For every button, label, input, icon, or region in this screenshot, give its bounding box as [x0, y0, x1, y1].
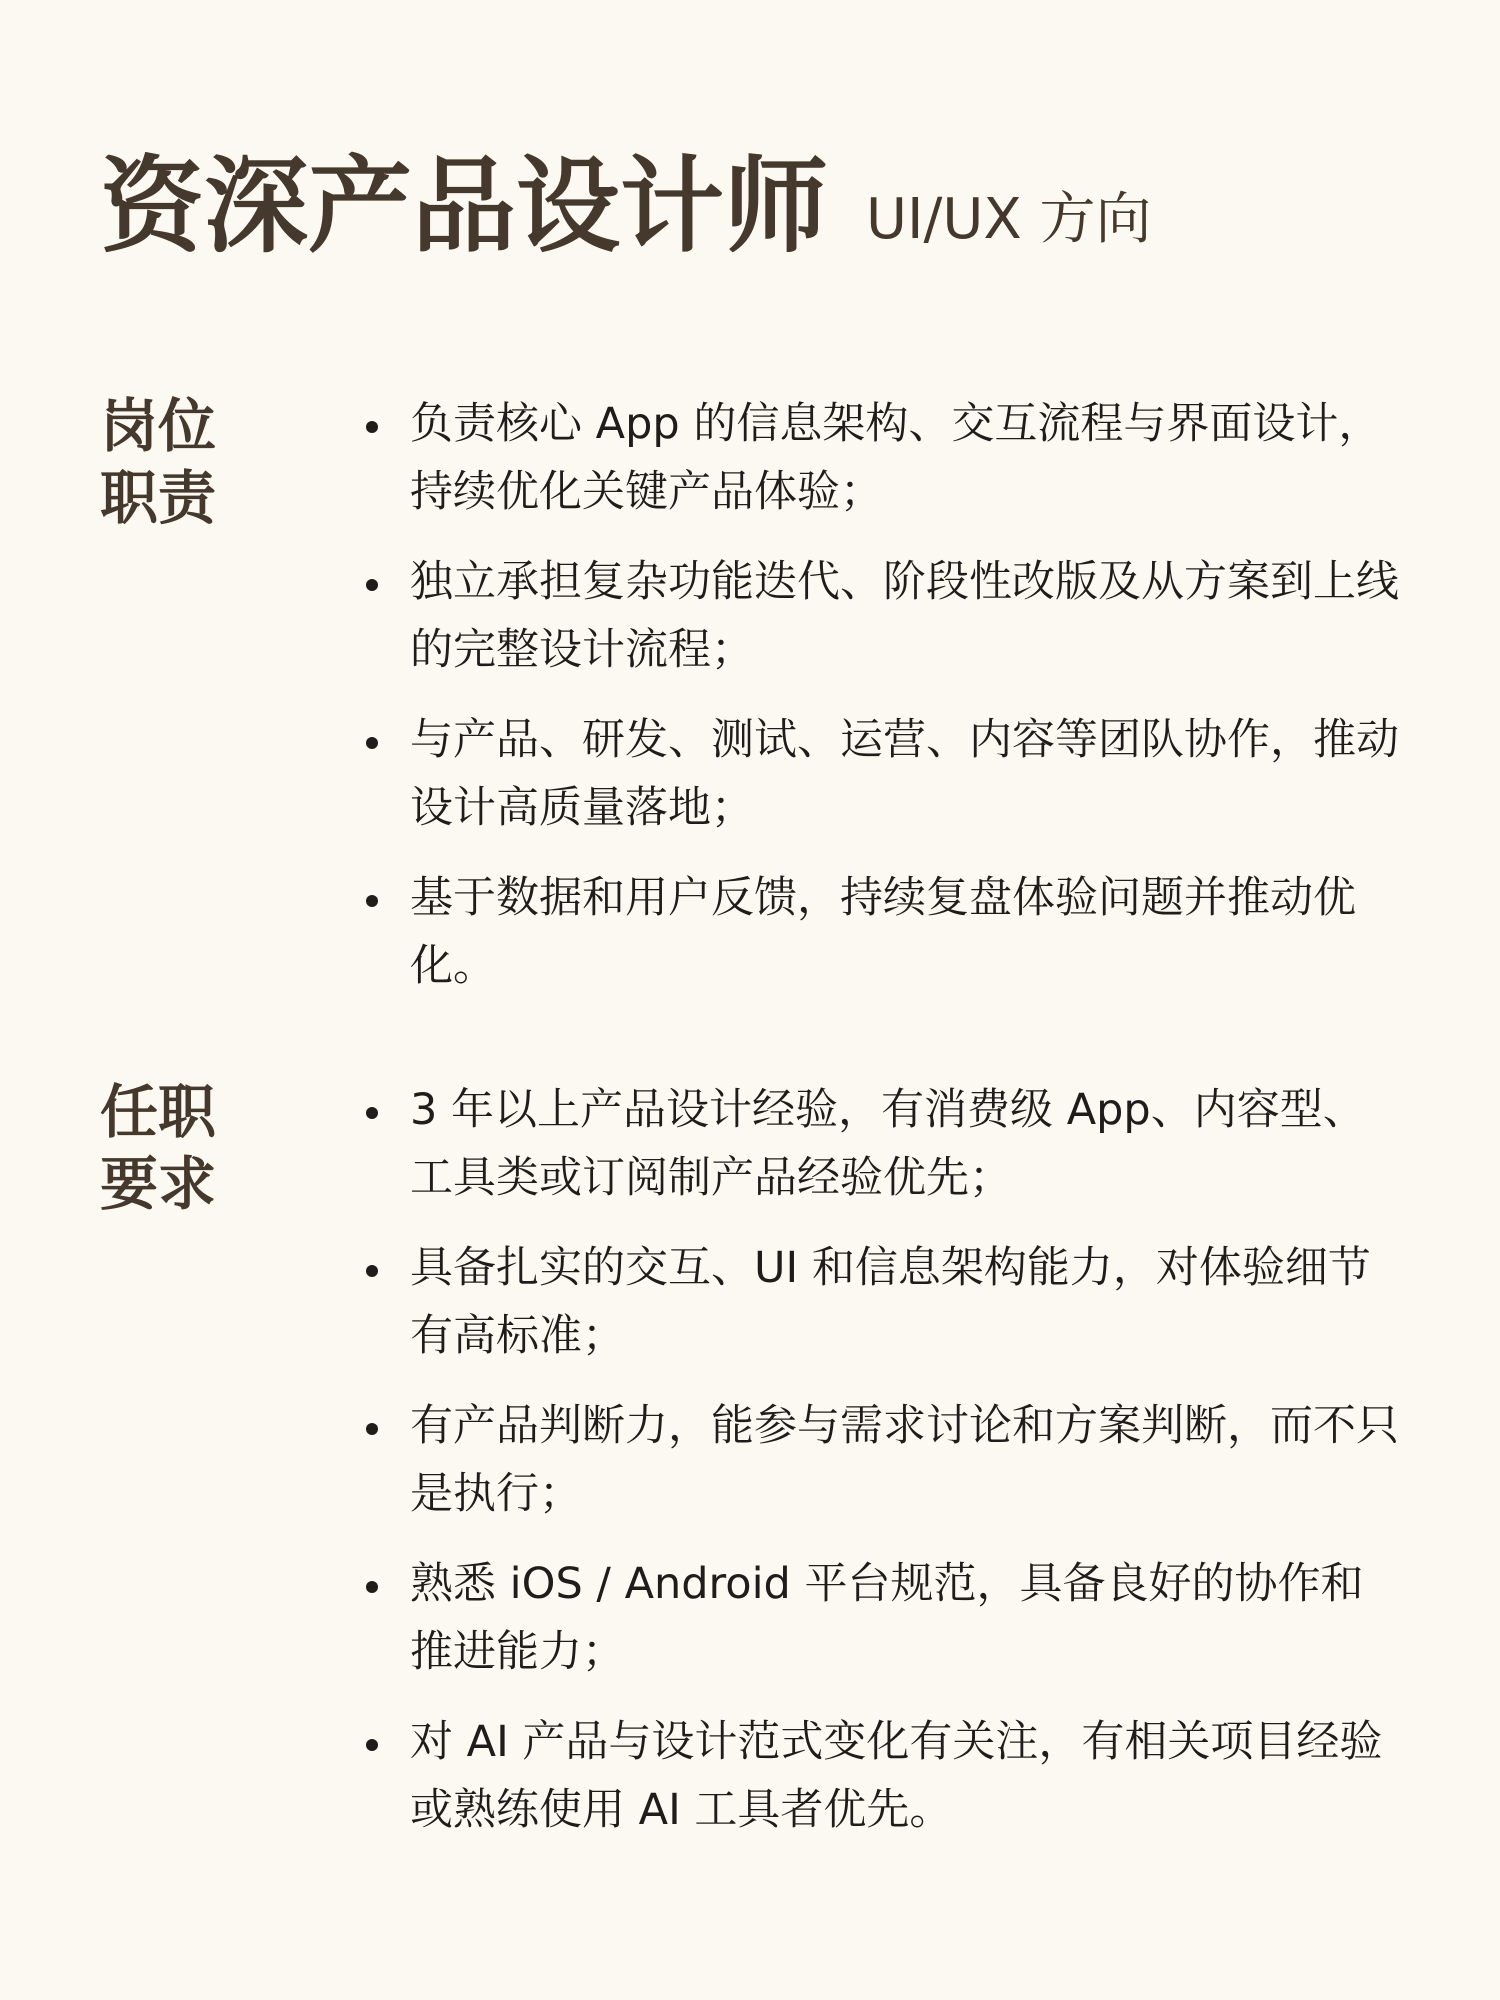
bullet-icon: [366, 895, 378, 907]
responsibility-text: 与产品、研发、测试、运营、内容等团队协作，推动设计高质量落地；: [410, 715, 1399, 833]
page-subtitle: UI/UX 方向: [866, 187, 1152, 252]
responsibility-item: [360, 548, 1400, 684]
responsibility-text: 独立承担复杂功能迭代、阶段性改版及从方案到上线的完整设计流程；: [410, 557, 1399, 675]
requirement-item: [360, 1076, 1400, 1212]
responsibilities-heading-line-1: 岗位: [100, 392, 217, 460]
responsibilities-list: [360, 390, 1400, 1000]
responsibility-item: [360, 390, 1400, 526]
requirements-list: [360, 1076, 1400, 1844]
bullet-icon: [366, 421, 378, 433]
requirement-text: 熟悉 iOS / Android 平台规范，具备良好的协作和推进能力；: [410, 1559, 1364, 1677]
responsibility-item: [360, 864, 1400, 1000]
title-row: [100, 138, 1152, 267]
requirement-item: [360, 1708, 1400, 1844]
bullet-icon: [366, 1107, 378, 1119]
responsibility-text: 基于数据和用户反馈，持续复盘体验问题并推动优化。: [410, 873, 1356, 991]
requirement-text: 3 年以上产品设计经验，有消费级 App、内容型、工具类或订阅制产品经验优先；: [410, 1085, 1366, 1203]
page-title: 资深产品设计师: [100, 145, 829, 267]
requirement-text: 对 AI 产品与设计范式变化有关注，有相关项目经验或熟练使用 AI 工具者优先。: [410, 1717, 1383, 1835]
bullet-icon: [366, 1423, 378, 1435]
bullet-icon: [366, 579, 378, 591]
bullet-icon: [366, 1581, 378, 1593]
requirement-item: [360, 1234, 1400, 1370]
responsibilities-heading-line-2: 职责: [100, 464, 217, 532]
requirements-heading: [100, 1076, 240, 1220]
responsibility-item: [360, 706, 1400, 842]
responsibilities-heading: [100, 390, 240, 534]
bullet-icon: [366, 1265, 378, 1277]
responsibilities-section: [100, 390, 1400, 1000]
requirement-item: [360, 1392, 1400, 1528]
requirement-text: 具备扎实的交互、UI 和信息架构能力，对体验细节有高标准；: [410, 1243, 1371, 1361]
requirement-item: [360, 1550, 1400, 1686]
bullet-icon: [366, 1739, 378, 1751]
bullet-icon: [366, 737, 378, 749]
requirements-section: [100, 1076, 1400, 1836]
responsibility-text: 负责核心 App 的信息架构、交互流程与界面设计，持续优化关键产品体验；: [410, 399, 1382, 517]
requirement-text: 有产品判断力，能参与需求讨论和方案判断，而不只是执行；: [410, 1401, 1399, 1519]
requirements-heading-line-2: 要求: [100, 1150, 217, 1218]
requirements-heading-line-1: 任职: [100, 1078, 217, 1146]
